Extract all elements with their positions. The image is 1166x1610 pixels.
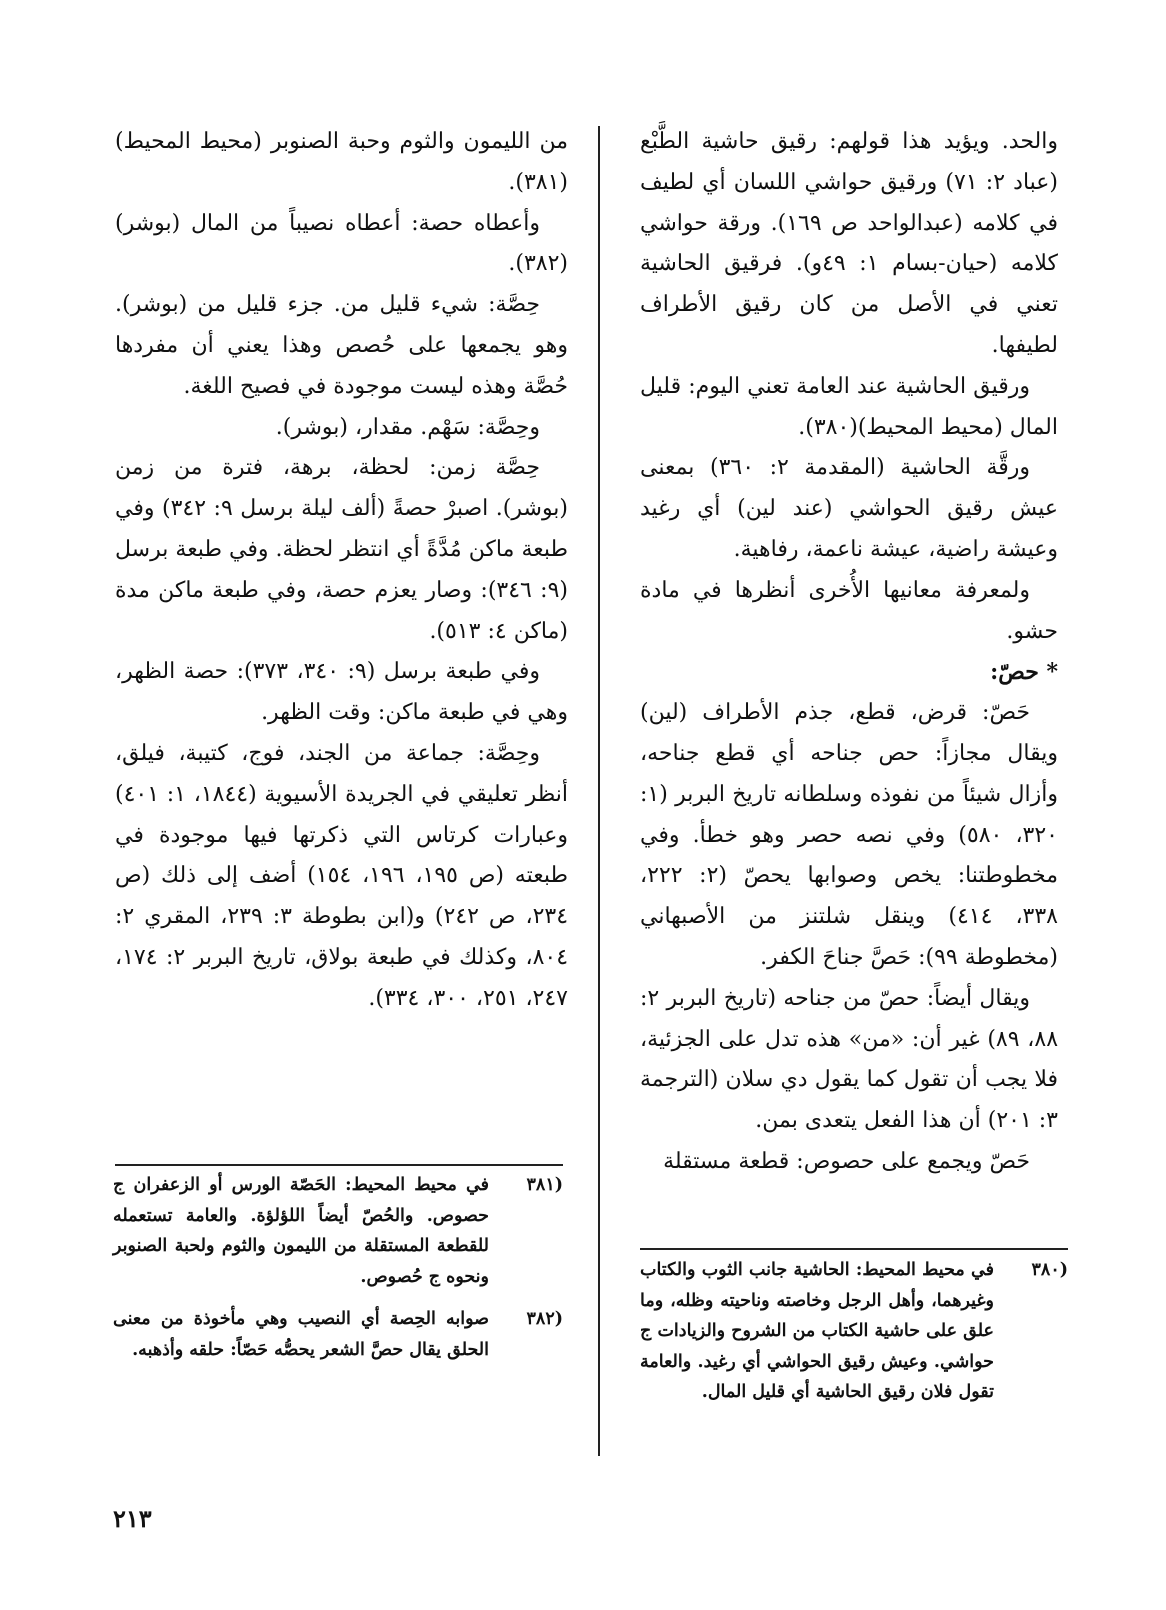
footnote-rule-left: [115, 1164, 563, 1166]
left-column: [115, 122, 568, 1020]
footnote-rule-right: [640, 1248, 1068, 1250]
paragraph: ورقيق الحاشية عند العامة تعني اليوم: قليل المال (محيط المحيط)(٣٨٠).: [640, 373, 1058, 440]
paragraph: وحِصَّة: سَهْم. مقدار، (بوشر).: [275, 414, 540, 440]
paragraph: ورقَّة الحاشية (المقدمة ٢: ٣٦٠) بمعنى عيش رقيق الحواشي (عند لين) أي رغيد وعيشة راضية، عيشة ناعمة، رفاهية.: [640, 455, 1058, 562]
entry-heading: * حصّ:: [990, 659, 1058, 686]
footnote-text: في محيط المحيط: الحاشية جانب الثوب والكتاب وغيرهما، وأهل الرجل وخاصته وناحيته وظله، وما علق على حاشية الكتاب من الشروح والزيادات ج حواشي. وعيش رقيق الحواشي أي رغيد. والعامة تقول فلان رقيق الحاشية أي قليل المال.: [640, 1260, 994, 1402]
right-column: [640, 122, 1058, 1183]
paragraph: وأعطاه حصة: أعطاه نصيباً من المال (بوشر)(٣٨٢).: [115, 210, 568, 277]
footnote-text: صوابه الحِصة أي النصيب وهي مأخوذة من معنى الحلق يقال حصَّ الشعر يحصُّه حَصّاً: حلقه وأذهبه.: [113, 1309, 489, 1360]
paragraph: ويقال أيضاً: حصّ من جناحه (تاريخ البربر ٢: ٨٨، ٨٩) غير أن: «من» هذه تدل على الجزئية، فلا يجب أن تقول كما يقول دي سلان (الترجمة ٣: ٢٠١) أن هذا الفعل يتعدى بمن.: [640, 985, 1059, 1134]
footnotes-right: [640, 1255, 1068, 1420]
paragraph: حَصّ: قرض، قطع، جذم الأطراف (لين) ويقال مجازاً: حص جناحه أي قطع جناحه، وأزال شيئاً من نفوذه وسلطانه تاريخ البربر (١: ٣٢٠، ٥٨٠) وفي نصه حصر وهو خطأ. وفي مخطوطتنا: يخص وصوابها يحصّ (٢: ٢٢٢، ٣٣٨، ٤١٤) وينقل شلتنز من الأصبهاني (مخطوطة ٩٩): حَصَّ جناحَ الكفر.: [640, 700, 1058, 970]
paragraph: والحد. ويؤيد هذا قولهم: رقيق حاشية الطَّبْع (عباد ٢: ٧١) ورقيق حواشي اللسان أي لطيف في كلامه (عبدالواحد ص ١٦٩). ورقة حواشي كلامه (حيان-بسام ١: ٤٩و). فرقيق الحاشية تعني في الأصل من كان رقيق الأطراف لطيفها.: [640, 129, 1059, 358]
footnote-text: في محيط المحيط: الحَصّة الورس أو الزعفران ج حصوص. والحُصّ أيضاً اللؤلؤة. والعامة تستعمله للقطعة المستقلة من الليمون والثوم ولحبة الصنوبر ونحوه ج حُصوص.: [113, 1175, 489, 1287]
footnote-number: (٣٨١: [526, 1175, 563, 1195]
paragraph: حِصَّة: شيء قليل من. جزء قليل من (بوشر). وهو يجمعها على حُصص وهذا يعني أن مفردها حُصَّة وهذه ليست موجودة في فصيح اللغة.: [115, 292, 568, 399]
paragraph: وحِصَّة: جماعة من الجند، فوج، كتيبة، فيلق، أنظر تعليقي في الجريدة الأسيوية (١٨٤٤، ١: ٤٠١) وعبارات كرتاس التي ذكرتها فيها موجودة في طبعته (ص ١٩٥، ١٩٦، ١٥٤) أضف إلى ذلك (ص ٢٣٤، ص ٢٤٢) و(ابن بطوطة ٣: ٢٣٩، المقري ٢: ٨٠٤، وكذلك في طبعة بولاق، تاريخ البربر ٢: ١٧٤، ٢٤٧، ٢٥١، ٣٠٠، ٣٣٤).: [115, 740, 569, 1011]
paragraph: وفي طبعة برسل (٩: ٣٤٠، ٣٧٣): حصة الظهر، وهي في طبعة ماكن: وقت الظهر.: [115, 659, 568, 726]
footnotes-left: [113, 1170, 563, 1377]
footnote-number: (٣٨٠: [1031, 1260, 1068, 1280]
footnote: [113, 1170, 563, 1292]
paragraph: حِصَّة زمن: لحظة، برهة، فترة من زمن (بوشر). اصبرْ حصةً (ألف ليلة برسل ٩: ٣٤٢) وفي طبعة ماكن مُدَّةً أي انتظر لحظة. وفي طبعة برسل (٩: ٣٤٦): وصار يعزم حصة، وفي طبعة ماكن مدة (ماكن ٤: ٥١٣).: [115, 455, 569, 644]
footnote-number: (٣٨٢: [526, 1309, 563, 1329]
footnote: [640, 1255, 1068, 1408]
column-divider: [598, 126, 600, 1456]
page-number: ٢١٣: [113, 1504, 152, 1533]
footnote: [113, 1304, 563, 1365]
paragraph: حَصّ ويجمع على حصوص: قطعة مستقلة: [663, 1148, 1030, 1174]
paragraph: من الليمون والثوم وحبة الصنوبر (محيط المحيط)(٣٨١).: [115, 129, 568, 195]
paragraph: ولمعرفة معانيها الأُخرى أنظرها في مادة حشو.: [640, 577, 1058, 644]
